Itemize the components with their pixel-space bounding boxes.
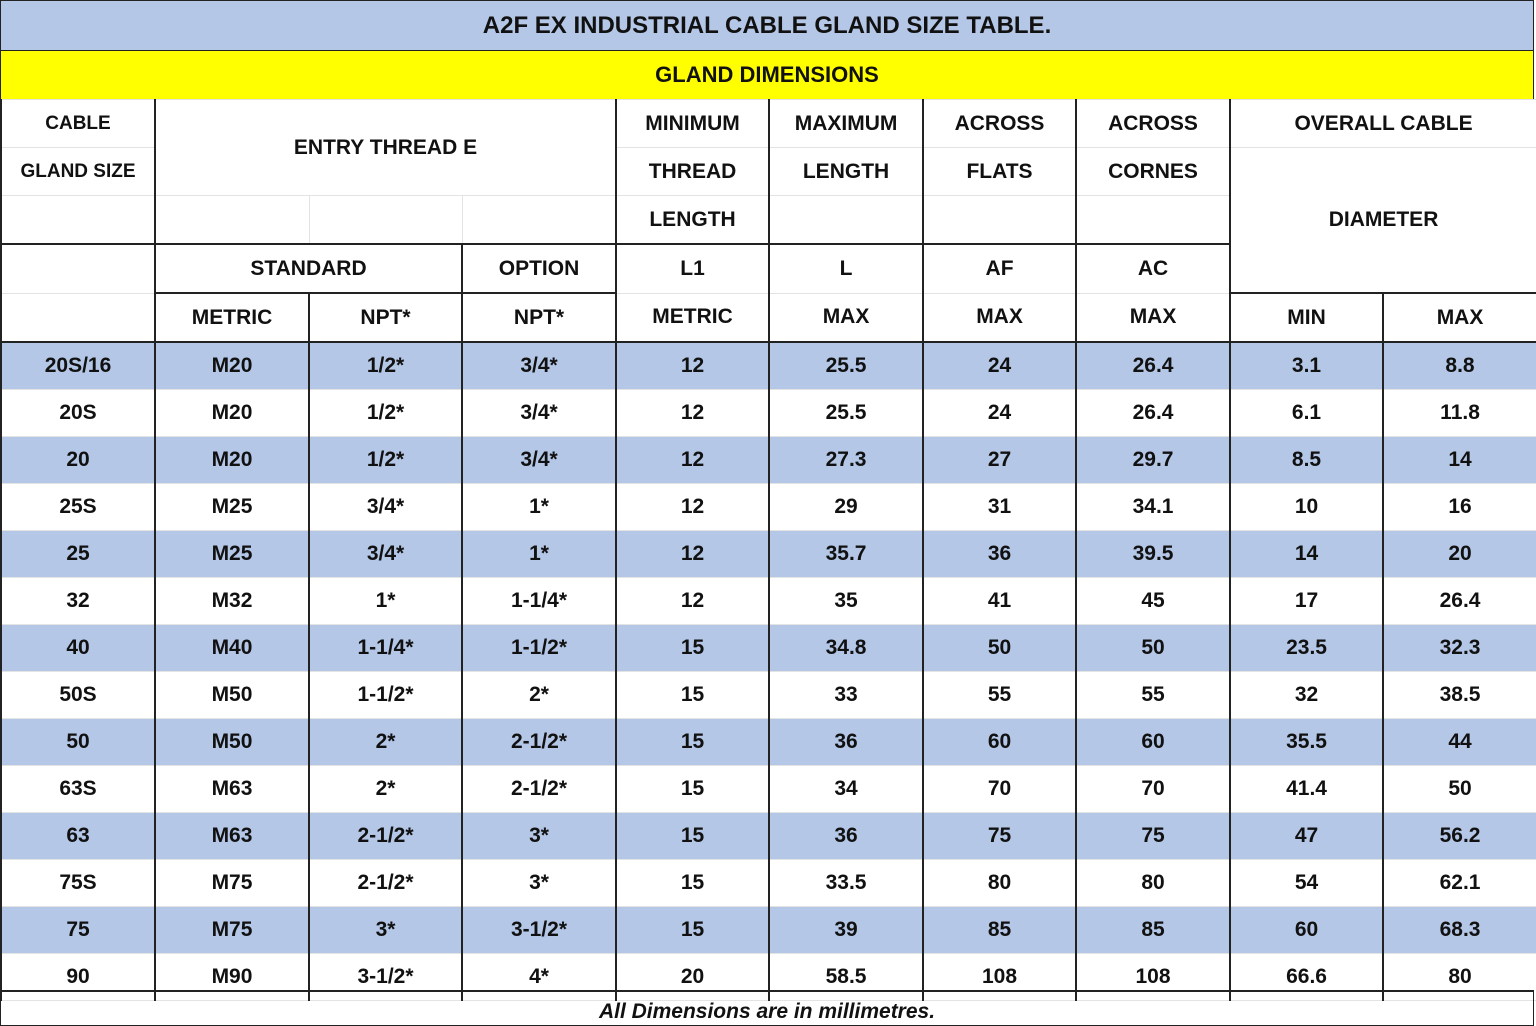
cell: 108	[923, 954, 1076, 1001]
cell: 17	[1230, 578, 1383, 625]
cell: 33	[769, 672, 923, 719]
header-entry-thread: ENTRY THREAD E	[155, 100, 616, 196]
header-across-corners-2: CORNES	[1076, 148, 1230, 196]
cell: 36	[769, 719, 923, 766]
cell: 80	[1076, 860, 1230, 907]
cell: 75S	[1, 860, 155, 907]
cell: 12	[616, 531, 769, 578]
cell: 2*	[309, 719, 462, 766]
cell: 36	[769, 813, 923, 860]
cell: 34	[769, 766, 923, 813]
header-min-thread-2: THREAD	[616, 148, 769, 196]
cell: 25	[1, 531, 155, 578]
cell: 41.4	[1230, 766, 1383, 813]
cell: 2-1/2*	[309, 813, 462, 860]
table-row	[1, 390, 1536, 437]
cell: 50	[1076, 625, 1230, 672]
cell: 24	[923, 342, 1076, 390]
cell: 3/4*	[309, 484, 462, 531]
cell: M32	[155, 578, 309, 625]
cell: 50	[923, 625, 1076, 672]
header-standard: STANDARD	[155, 244, 462, 293]
cell: 14	[1383, 437, 1536, 484]
cell: M75	[155, 907, 309, 954]
cell: 1*	[309, 578, 462, 625]
cell: 1*	[462, 484, 616, 531]
cell: 3*	[309, 907, 462, 954]
cell: 45	[1076, 578, 1230, 625]
cell: 50	[1383, 766, 1536, 813]
cell: 85	[1076, 907, 1230, 954]
header-dia-min: MIN	[1230, 293, 1383, 342]
cell: 35	[769, 578, 923, 625]
cell: 3-1/2*	[462, 907, 616, 954]
header-row-1	[1, 100, 1536, 148]
header-af: AF	[923, 244, 1076, 293]
cell: 10	[1230, 484, 1383, 531]
header-blank	[1076, 196, 1230, 245]
cell: 1-1/2*	[309, 672, 462, 719]
cell: 1-1/2*	[462, 625, 616, 672]
cell: 29.7	[1076, 437, 1230, 484]
header-l1-unit: METRIC	[616, 293, 769, 342]
header-max-length-2: LENGTH	[769, 148, 923, 196]
cell: 68.3	[1383, 907, 1536, 954]
cell: 2*	[462, 672, 616, 719]
cell: 85	[923, 907, 1076, 954]
cell: 2-1/2*	[462, 719, 616, 766]
cell: 27.3	[769, 437, 923, 484]
table-row	[1, 342, 1536, 390]
header-npt-option: NPT*	[462, 293, 616, 342]
cell: 35.7	[769, 531, 923, 578]
cell: 24	[923, 390, 1076, 437]
cell: 29	[769, 484, 923, 531]
cell: 15	[616, 860, 769, 907]
cell: 90	[1, 954, 155, 1001]
header-af-unit: MAX	[923, 293, 1076, 342]
cell: 15	[616, 907, 769, 954]
cell: 34.8	[769, 625, 923, 672]
cell: 80	[1383, 954, 1536, 1001]
header-diameter: DIAMETER	[1230, 148, 1536, 294]
cell: 62.1	[1383, 860, 1536, 907]
header-l1: L1	[616, 244, 769, 293]
cell: 32.3	[1383, 625, 1536, 672]
cell: 2-1/2*	[462, 766, 616, 813]
cell: 14	[1230, 531, 1383, 578]
units-note: All Dimensions are in millimetres.	[0, 990, 1534, 1026]
cell: 26.4	[1383, 578, 1536, 625]
cell: 58.5	[769, 954, 923, 1001]
cell: 1*	[462, 531, 616, 578]
cell: 47	[1230, 813, 1383, 860]
header-ac: AC	[1076, 244, 1230, 293]
cell: 25S	[1, 484, 155, 531]
cell: M25	[155, 531, 309, 578]
table-row	[1, 719, 1536, 766]
header-min-thread-3: LENGTH	[616, 196, 769, 245]
header-npt-standard: NPT*	[309, 293, 462, 342]
cell: 26.4	[1076, 342, 1230, 390]
header-cable: CABLE	[1, 100, 155, 148]
table-row	[1, 531, 1536, 578]
cell: M20	[155, 390, 309, 437]
header-blank	[769, 196, 923, 245]
cell: 20	[1, 437, 155, 484]
cell: 12	[616, 484, 769, 531]
cell: 108	[1076, 954, 1230, 1001]
cell: 3*	[462, 813, 616, 860]
header-across-flats-2: FLATS	[923, 148, 1076, 196]
header-overall-cable: OVERALL CABLE	[1230, 100, 1536, 148]
cell: 75	[923, 813, 1076, 860]
header-blank	[1, 244, 155, 293]
cell: M25	[155, 484, 309, 531]
cell: M20	[155, 437, 309, 484]
cell: 15	[616, 813, 769, 860]
header-blank	[309, 196, 462, 245]
cell: 66.6	[1230, 954, 1383, 1001]
header-ac-unit: MAX	[1076, 293, 1230, 342]
section-title: GLAND DIMENSIONS	[0, 50, 1534, 100]
cell: M90	[155, 954, 309, 1001]
table-row	[1, 672, 1536, 719]
cell: 40	[1, 625, 155, 672]
cell: 25.5	[769, 342, 923, 390]
cell: M20	[155, 342, 309, 390]
cell: 63	[1, 813, 155, 860]
table-row	[1, 625, 1536, 672]
cell: 1/2*	[309, 390, 462, 437]
cell: M63	[155, 813, 309, 860]
cell: 3.1	[1230, 342, 1383, 390]
cell: 2-1/2*	[309, 860, 462, 907]
cell: 63S	[1, 766, 155, 813]
cell: M75	[155, 860, 309, 907]
cell: 36	[923, 531, 1076, 578]
table-row	[1, 484, 1536, 531]
cell: 39	[769, 907, 923, 954]
table-row	[1, 813, 1536, 860]
cell: 60	[1230, 907, 1383, 954]
cell: 3*	[462, 860, 616, 907]
cell: 55	[1076, 672, 1230, 719]
cell: M40	[155, 625, 309, 672]
cell: 3/4*	[462, 390, 616, 437]
cell: M63	[155, 766, 309, 813]
cell: 12	[616, 437, 769, 484]
cell: M50	[155, 719, 309, 766]
cell: 1/2*	[309, 437, 462, 484]
header-blank	[155, 196, 309, 245]
cell: 20	[1383, 531, 1536, 578]
header-l: L	[769, 244, 923, 293]
cell: 70	[1076, 766, 1230, 813]
table-row	[1, 907, 1536, 954]
cell: 50	[1, 719, 155, 766]
cell: 23.5	[1230, 625, 1383, 672]
cell: 1/2*	[309, 342, 462, 390]
cell: 12	[616, 578, 769, 625]
cell: 12	[616, 390, 769, 437]
cell: 15	[616, 766, 769, 813]
cell: 32	[1230, 672, 1383, 719]
cell: 4*	[462, 954, 616, 1001]
cell: 31	[923, 484, 1076, 531]
cell: 32	[1, 578, 155, 625]
header-dia-max: MAX	[1383, 293, 1536, 342]
cell: 44	[1383, 719, 1536, 766]
header-l-unit: MAX	[769, 293, 923, 342]
header-min-thread-1: MINIMUM	[616, 100, 769, 148]
cell: 3/4*	[309, 531, 462, 578]
header-max-length-1: MAXIMUM	[769, 100, 923, 148]
header-across-flats-1: ACROSS	[923, 100, 1076, 148]
table-row	[1, 766, 1536, 813]
cell: 3-1/2*	[309, 954, 462, 1001]
cell: 15	[616, 625, 769, 672]
cell: M50	[155, 672, 309, 719]
cell: 75	[1076, 813, 1230, 860]
cell: 27	[923, 437, 1076, 484]
header-blank	[1, 196, 155, 245]
cell: 16	[1383, 484, 1536, 531]
cell: 8.5	[1230, 437, 1383, 484]
header-blank	[1, 293, 155, 342]
cell: 3/4*	[462, 342, 616, 390]
cell: 15	[616, 719, 769, 766]
cell: 50S	[1, 672, 155, 719]
cell: 20S/16	[1, 342, 155, 390]
cell: 20S	[1, 390, 155, 437]
header-across-corners-1: ACROSS	[1076, 100, 1230, 148]
cell: 55	[923, 672, 1076, 719]
cell: 33.5	[769, 860, 923, 907]
cell: 8.8	[1383, 342, 1536, 390]
header-option: OPTION	[462, 244, 616, 293]
cell: 60	[923, 719, 1076, 766]
cell: 35.5	[1230, 719, 1383, 766]
cell: 75	[1, 907, 155, 954]
cell: 3/4*	[462, 437, 616, 484]
header-blank	[462, 196, 616, 245]
cell: 2*	[309, 766, 462, 813]
header-blank	[923, 196, 1076, 245]
cell: 1-1/4*	[462, 578, 616, 625]
table-row	[1, 437, 1536, 484]
table-row	[1, 860, 1536, 907]
cell: 80	[923, 860, 1076, 907]
cell: 26.4	[1076, 390, 1230, 437]
cell: 56.2	[1383, 813, 1536, 860]
cell: 15	[616, 672, 769, 719]
cell: 25.5	[769, 390, 923, 437]
cell: 12	[616, 342, 769, 390]
cell: 41	[923, 578, 1076, 625]
header-metric: METRIC	[155, 293, 309, 342]
header-gland-size: GLAND SIZE	[1, 148, 155, 196]
header-row-5	[1, 293, 1536, 342]
cell: 70	[923, 766, 1076, 813]
cell: 20	[616, 954, 769, 1001]
cell: 6.1	[1230, 390, 1383, 437]
table-title: A2F EX INDUSTRIAL CABLE GLAND SIZE TABLE.	[0, 0, 1534, 51]
cell: 34.1	[1076, 484, 1230, 531]
cell: 60	[1076, 719, 1230, 766]
cell: 39.5	[1076, 531, 1230, 578]
table-row	[1, 578, 1536, 625]
gland-size-table	[0, 99, 1536, 1001]
cell: 54	[1230, 860, 1383, 907]
cell: 11.8	[1383, 390, 1536, 437]
cell: 1-1/4*	[309, 625, 462, 672]
cell: 38.5	[1383, 672, 1536, 719]
